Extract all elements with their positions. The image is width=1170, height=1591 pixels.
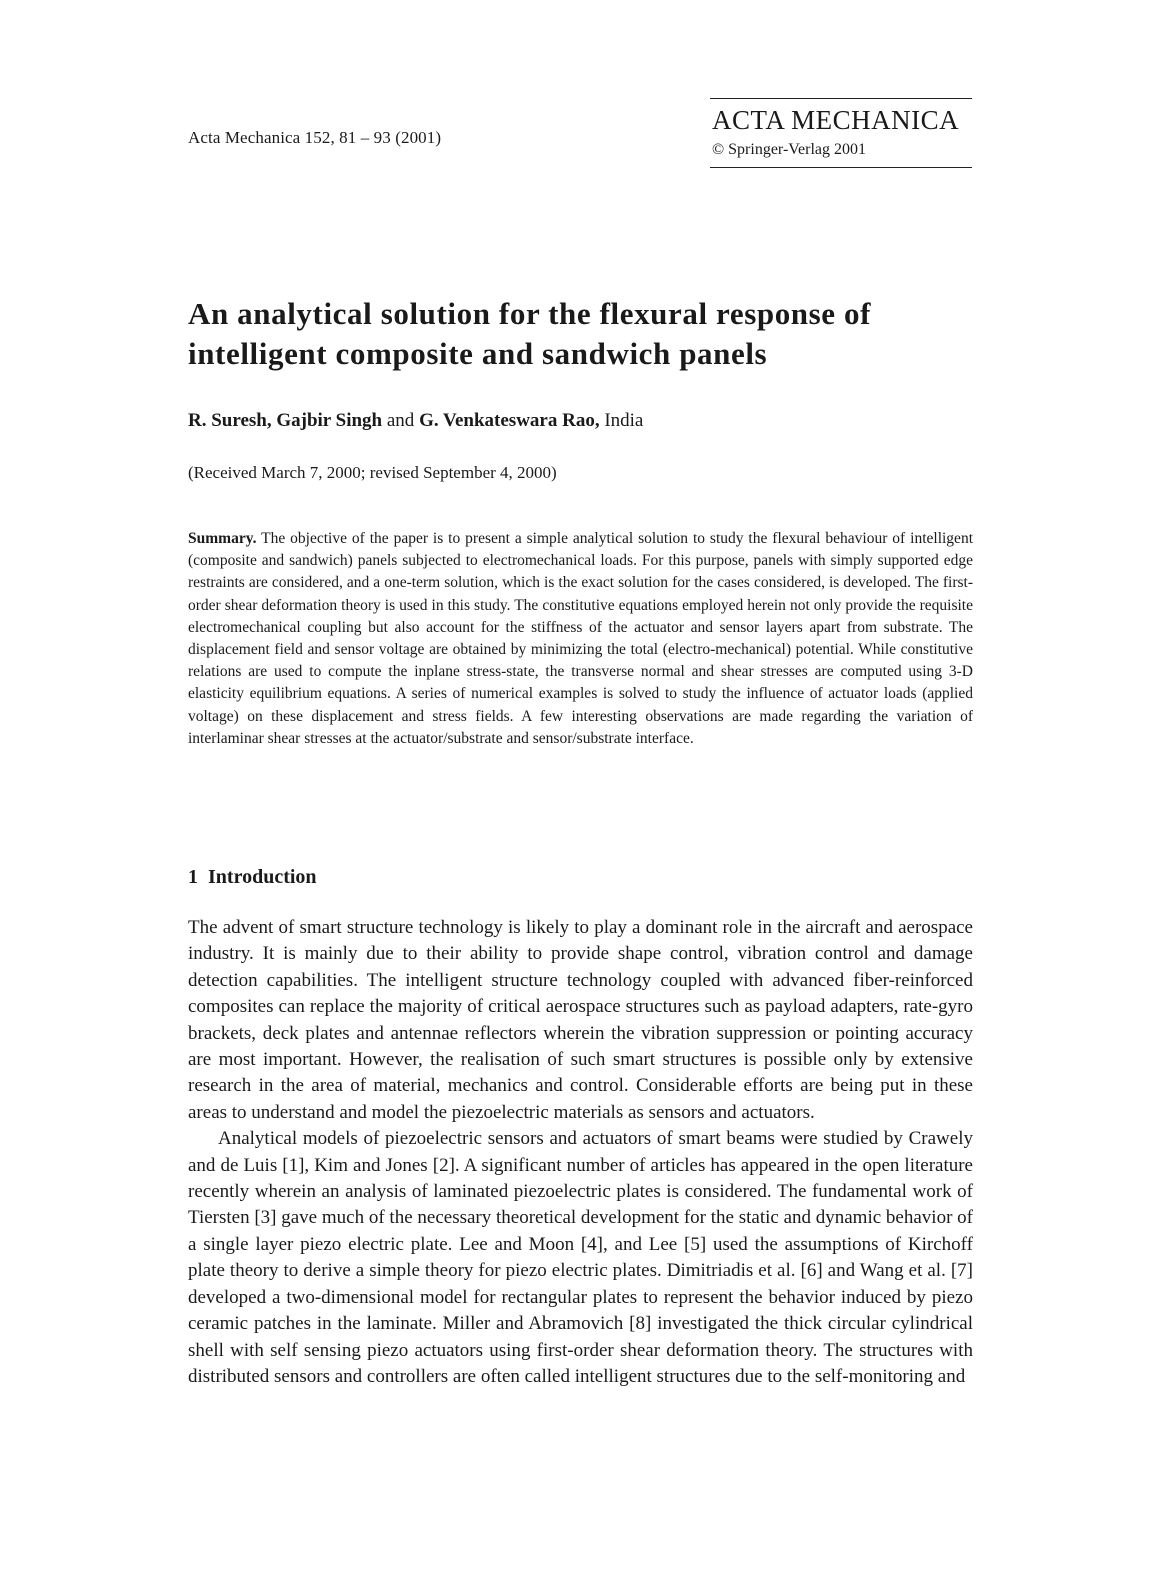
summary-label: Summary. (188, 530, 257, 547)
author-name: R. Suresh, (188, 410, 272, 431)
body-paragraph: Analytical models of piezoelectric sensors and actuators of smart beams were studied by Crawely and de Luis [1], Kim and Jones [2]. A significant number of articles has appeared in the open literature recently wherein an analysis of laminated piezoelectric plates is considered. The fundamental work of Tiersten [3] gave much of the necessary theoretical development for the static and dynamic behavior of a single layer piezo electric plate. Lee and Moon [4], and Lee [5] used the assumptions of Kirchoff plate theory to derive a simple theory for piezo electric plates. Dimitriadis et al. [6] and Wang et al. [7] developed a two-dimensional model for rectangular plates to represent the behavior induced by piezo ceramic patches in the laminate. Miller and Abramovich [8] investigated the thick circular cylindrical shell with self sensing piezo actuators using first-order shear deformation theory. The structures with distributed sensors and controllers are often called intelligent structures due to the self-monitoring and (188, 1128, 973, 1387)
journal-name: ACTA MECHANICA (712, 105, 960, 135)
section-body (188, 915, 973, 1390)
article-title: An analytical solution for the flexural response of intelligent composite and sandwich panels (188, 296, 872, 371)
author-name: Gajbir Singh (276, 410, 383, 431)
section-heading (188, 866, 317, 889)
author-connector: and (386, 410, 415, 431)
section-title: Introduction (208, 866, 317, 888)
author-line (188, 410, 643, 432)
body-paragraph: The advent of smart structure technology is likely to play a dominant role in the aircraft and aerospace industry. It is mainly due to their ability to provide shape control, vibration control and damage detection capabilities. The intelligent structure technology coupled with advanced fiber-reinforced composites can replace the majority of critical aerospace structures such as payload adapters, rate-gyro brackets, deck plates and antennae reflectors wherein the vibration suppression or pointing accuracy are most important. However, the realisation of such smart structures is possible only by extensive research in the area of material, mechanics and control. Considerable efforts are being put in these areas to understand and model the piezoelectric materials as sensors and actuators. (188, 917, 973, 1123)
publisher-copyright: © Springer-Verlag 2001 (712, 141, 867, 158)
summary-text: The objective of the paper is to present a simple analytical solution to study the flexural behaviour of intelligent (composite and sandwich) panels subjected to electromechanical loads. For this purpose, panels with simply supported edge restraints are considered, and a one-term solution, which is the exact solution for the cases considered, is developed. The first-order shear deformation theory is used in this study. The constitutive equations employed herein not only provide the requisite electromechanical coupling but also account for the stiffness of the actuator and sensor layers apart from substrate. The displacement field and sensor voltage are obtained by minimizing the total (electro-mechanical) potential. While constitutive relations are used to compute the inplane stress-state, the transverse normal and shear stresses are computed using 3-D elasticity equilibrium equations. A series of numerical examples is solved to study the influence of actuator loads (applied voltage) on these displacement and stress fields. A few interesting observations are made regarding the variation of interlaminar shear stresses at the actuator/substrate and sensor/substrate interface. (188, 530, 973, 747)
section-number: 1 (188, 866, 198, 888)
author-country: India (604, 410, 644, 431)
author-name: G. Venkateswara Rao, (419, 410, 600, 431)
journal-masthead (710, 98, 972, 168)
received-dates: (Received March 7, 2000; revised September 4, 2000) (188, 463, 557, 482)
journal-citation: Acta Mechanica 152, 81 – 93 (2001) (188, 128, 442, 147)
summary-paragraph (188, 528, 973, 750)
